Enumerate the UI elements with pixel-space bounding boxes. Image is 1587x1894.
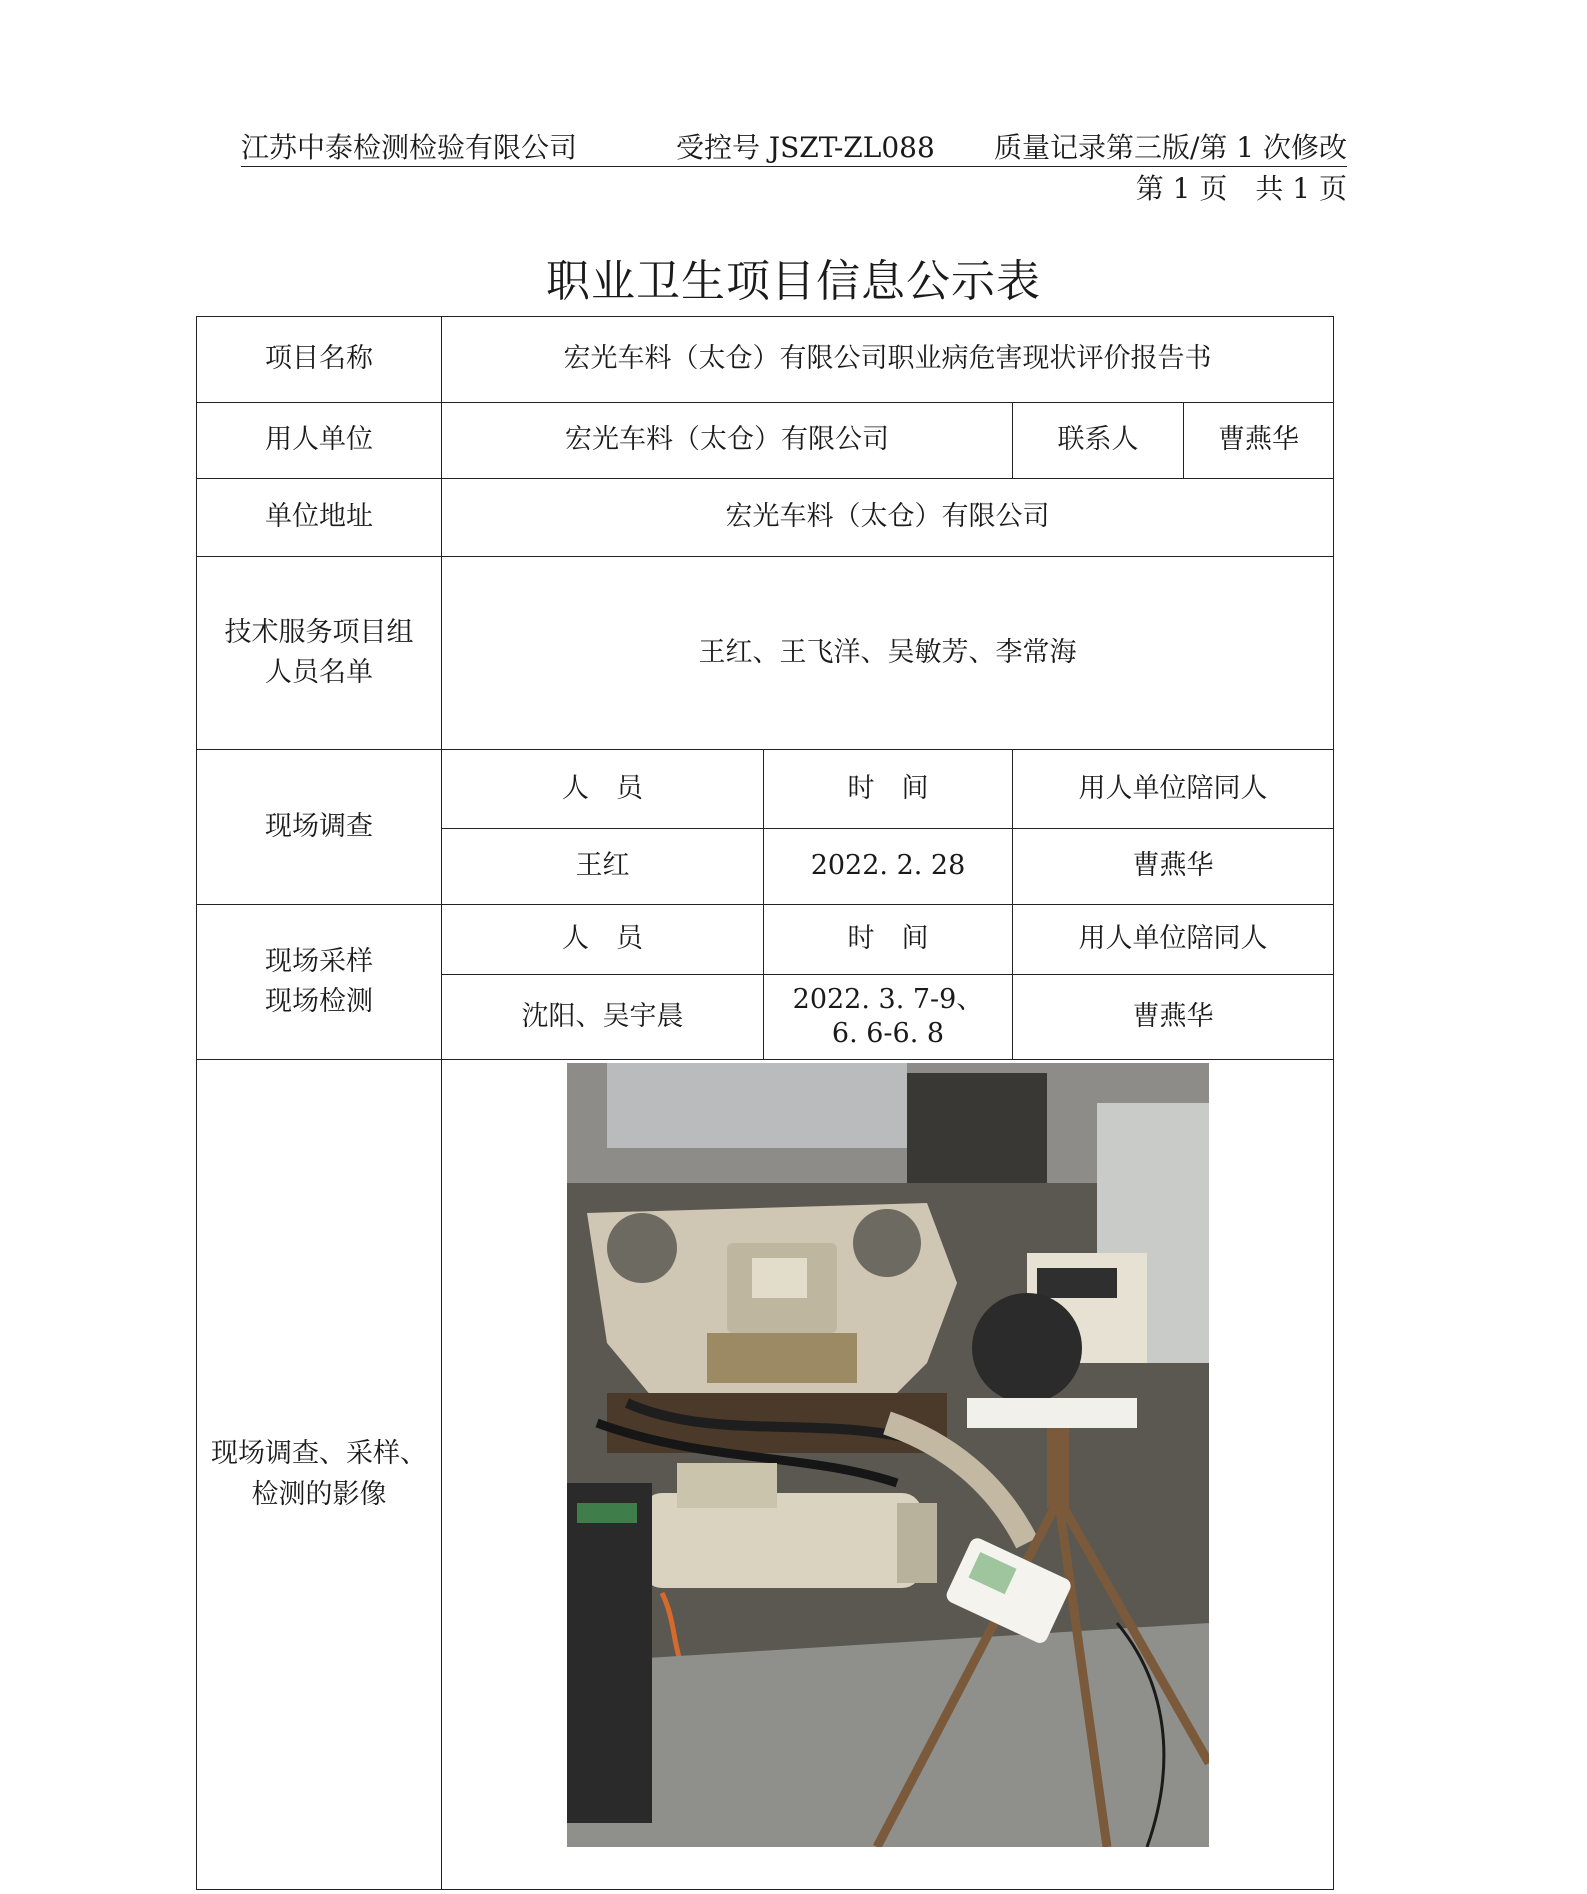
survey-escort: 曹燕华	[1013, 829, 1334, 905]
sampling-col-escort: 用人单位陪同人	[1013, 905, 1334, 975]
label-sampling-line2: 现场检测	[265, 986, 373, 1017]
survey-personnel: 王红	[442, 829, 764, 905]
value-team: 王红、王飞洋、吴敏芳、李常海	[442, 557, 1334, 750]
info-table	[196, 316, 1334, 1890]
label-address: 单位地址	[197, 479, 442, 557]
label-survey: 现场调查	[197, 750, 442, 905]
images-cell	[442, 1060, 1334, 1890]
sampling-col-time: 时 间	[764, 905, 1013, 975]
label-sampling	[197, 905, 442, 1060]
value-employer: 宏光车料（太仓）有限公司	[442, 403, 1013, 479]
value-address: 宏光车料（太仓）有限公司	[442, 479, 1334, 557]
label-sampling-line1: 现场采样	[265, 945, 373, 977]
sampling-time-line1: 2022. 3. 7-9、	[792, 984, 984, 1016]
page-title: 职业卫生项目信息公示表	[546, 256, 1041, 307]
sampling-time	[764, 975, 1013, 1060]
row-team	[197, 557, 1334, 750]
label-team	[197, 557, 442, 750]
label-team-line1: 技术服务项目组	[224, 616, 414, 648]
survey-col-time: 时 间	[764, 750, 1013, 829]
value-contact: 曹燕华	[1184, 403, 1334, 479]
label-contact: 联系人	[1013, 403, 1184, 479]
label-team-line2: 人员名单	[265, 657, 373, 688]
sampling-escort: 曹燕华	[1013, 975, 1334, 1060]
row-images	[197, 1060, 1334, 1890]
sampling-time-line2: 6. 6-6. 8	[831, 1018, 945, 1049]
label-images-line1: 现场调查、采样、	[211, 1438, 427, 1469]
label-project-name: 项目名称	[197, 317, 442, 403]
survey-col-escort: 用人单位陪同人	[1013, 750, 1334, 829]
row-project-name	[197, 317, 1334, 403]
sampling-col-personnel: 人 员	[442, 905, 764, 975]
survey-time: 2022. 2. 28	[764, 829, 1013, 905]
row-employer	[197, 403, 1334, 479]
site-photo-illustration	[567, 1063, 1209, 1847]
page-number: 第 1 页 共 1 页	[1135, 172, 1347, 205]
header-control-no: 受控号 JSZT-ZL088	[676, 131, 935, 164]
site-photo	[567, 1063, 1209, 1847]
value-project-name: 宏光车料（太仓）有限公司职业病危害现状评价报告书	[442, 317, 1334, 403]
header-company: 江苏中泰检测检验有限公司	[241, 131, 578, 164]
label-employer: 用人单位	[197, 403, 442, 479]
header-edition: 质量记录第三版/第 1 次修改	[993, 131, 1347, 164]
row-address	[197, 479, 1334, 557]
row-sampling-header	[197, 905, 1334, 975]
label-images-line2: 检测的影像	[251, 1478, 387, 1510]
sampling-personnel: 沈阳、吴宇晨	[442, 975, 764, 1060]
row-survey-header	[197, 750, 1334, 829]
survey-col-personnel: 人 员	[442, 750, 764, 829]
label-images	[197, 1060, 442, 1890]
